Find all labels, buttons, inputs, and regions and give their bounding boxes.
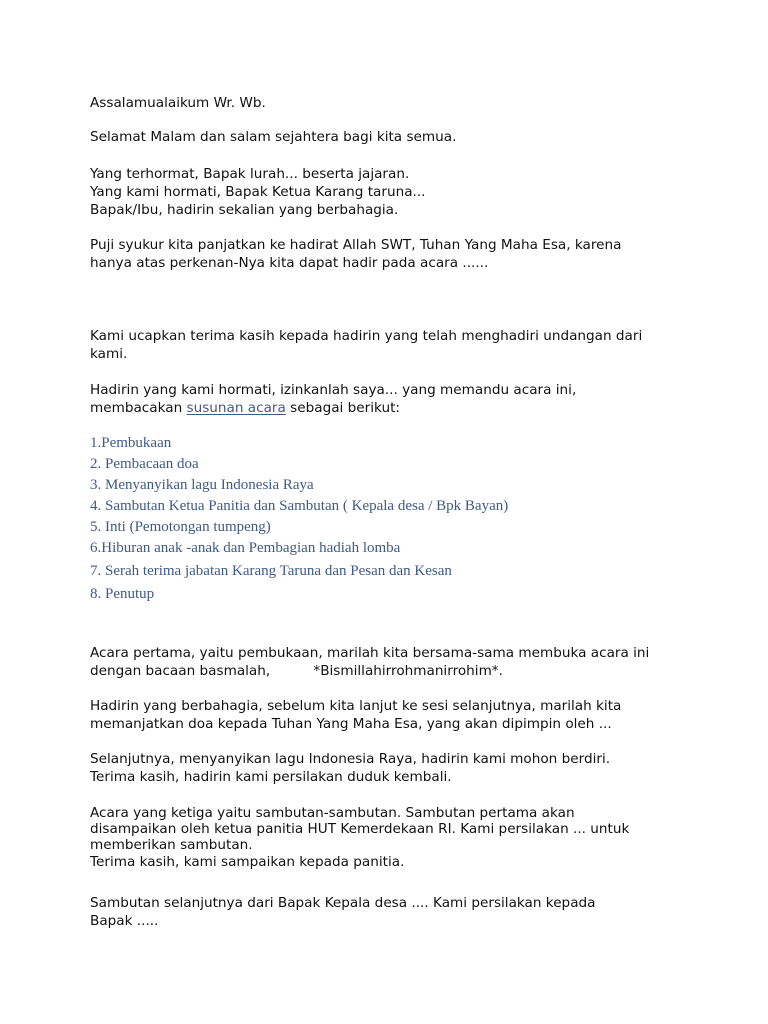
acara-pertama-paragraph bbox=[90, 644, 649, 680]
thanks-line: Kami ucapkan terima kasih kepada hadirin yang telah menghadiri undangan dari bbox=[90, 328, 643, 344]
agenda-item: 5. Inti (Pemotongan tumpeng) bbox=[90, 519, 271, 535]
susunan-acara-link[interactable]: susunan acara bbox=[186, 400, 286, 416]
acara-pertama-line: Acara pertama, yaitu pembukaan, marilah kita bersama-sama membuka acara ini bbox=[90, 645, 650, 661]
sambutan-paragraph bbox=[90, 805, 629, 871]
intro-text-after: sebagai berikut: bbox=[285, 400, 400, 416]
lagu-paragraph bbox=[90, 750, 610, 786]
intro-line bbox=[90, 399, 576, 417]
thanks-paragraph bbox=[90, 327, 642, 363]
kades-paragraph bbox=[90, 894, 595, 930]
honor-line: Yang terhormat, Bapak lurah... beserta jajaran. bbox=[90, 166, 410, 182]
intro-line: Hadirin yang kami hormati, izinkanlah saya... yang memandu acara ini, bbox=[90, 382, 577, 398]
puji-line: hanya atas perkenan-Nya kita dapat hadir pada acara ...... bbox=[90, 255, 489, 271]
agenda-item: 7. Serah terima jabatan Karang Taruna dan Pesan dan Kesan bbox=[90, 563, 452, 579]
agenda-item: 2. Pembacaan doa bbox=[90, 456, 199, 472]
kades-line: Sambutan selanjutnya dari Bapak Kepala desa .... Kami persilakan kepada bbox=[90, 895, 596, 911]
doa-line: memanjatkan doa kepada Tuhan Yang Maha Esa, yang akan dipimpin oleh ... bbox=[90, 716, 612, 732]
agenda-item: 1.Pembukaan bbox=[90, 435, 172, 451]
thanks-line: kami. bbox=[90, 346, 128, 362]
doa-paragraph bbox=[90, 697, 621, 733]
agenda-item: 8. Penutup bbox=[90, 586, 155, 602]
puji-line: Puji syukur kita panjatkan ke hadirat Allah SWT, Tuhan Yang Maha Esa, karena bbox=[90, 237, 622, 253]
lagu-line: Terima kasih, hadirin kami persilakan duduk kembali. bbox=[90, 769, 452, 785]
puji-paragraph bbox=[90, 236, 621, 272]
kades-line: Bapak ..... bbox=[90, 913, 159, 929]
salam-text: Selamat Malam dan salam sejahtera bagi kita semua. bbox=[90, 129, 457, 145]
honor-line: Yang kami hormati, Bapak Ketua Karang taruna... bbox=[90, 184, 426, 200]
agenda-item: 4. Sambutan Ketua Panitia dan Sambutan ( Kepala desa / Bpk Bayan) bbox=[90, 498, 509, 514]
agenda-list bbox=[90, 433, 508, 605]
honors-block bbox=[90, 165, 426, 219]
sambutan-line: Terima kasih, kami sampaikan kepada panitia. bbox=[90, 854, 405, 870]
agenda-item: 6.Hiburan anak -anak dan Pembagian hadiah lomba bbox=[90, 540, 401, 556]
honor-line: Bapak/Ibu, hadirin sekalian yang berbahagia. bbox=[90, 202, 399, 218]
acara-pertama-line: dengan bacaan basmalah, *Bismillahirrohmanirrohim*. bbox=[90, 663, 503, 679]
intro-text-before: membacakan bbox=[90, 400, 187, 416]
intro-paragraph bbox=[90, 381, 576, 417]
doa-line: Hadirin yang berbahagia, sebelum kita lanjut ke sesi selanjutnya, marilah kita bbox=[90, 698, 622, 714]
lagu-line: Selanjutnya, menyanyikan lagu Indonesia Raya, hadirin kami mohon berdiri. bbox=[90, 751, 611, 767]
greeting-text: Assalamualaikum Wr. Wb. bbox=[90, 95, 266, 111]
sambutan-line: Acara yang ketiga yaitu sambutan-sambutan. Sambutan pertama akan bbox=[90, 805, 575, 821]
sambutan-line: memberikan sambutan. bbox=[90, 837, 253, 853]
agenda-item: 3. Menyanyikan lagu Indonesia Raya bbox=[90, 477, 314, 493]
sambutan-line: disampaikan oleh ketua panitia HUT Kemerdekaan RI. Kami persilakan ... untuk bbox=[90, 821, 630, 837]
